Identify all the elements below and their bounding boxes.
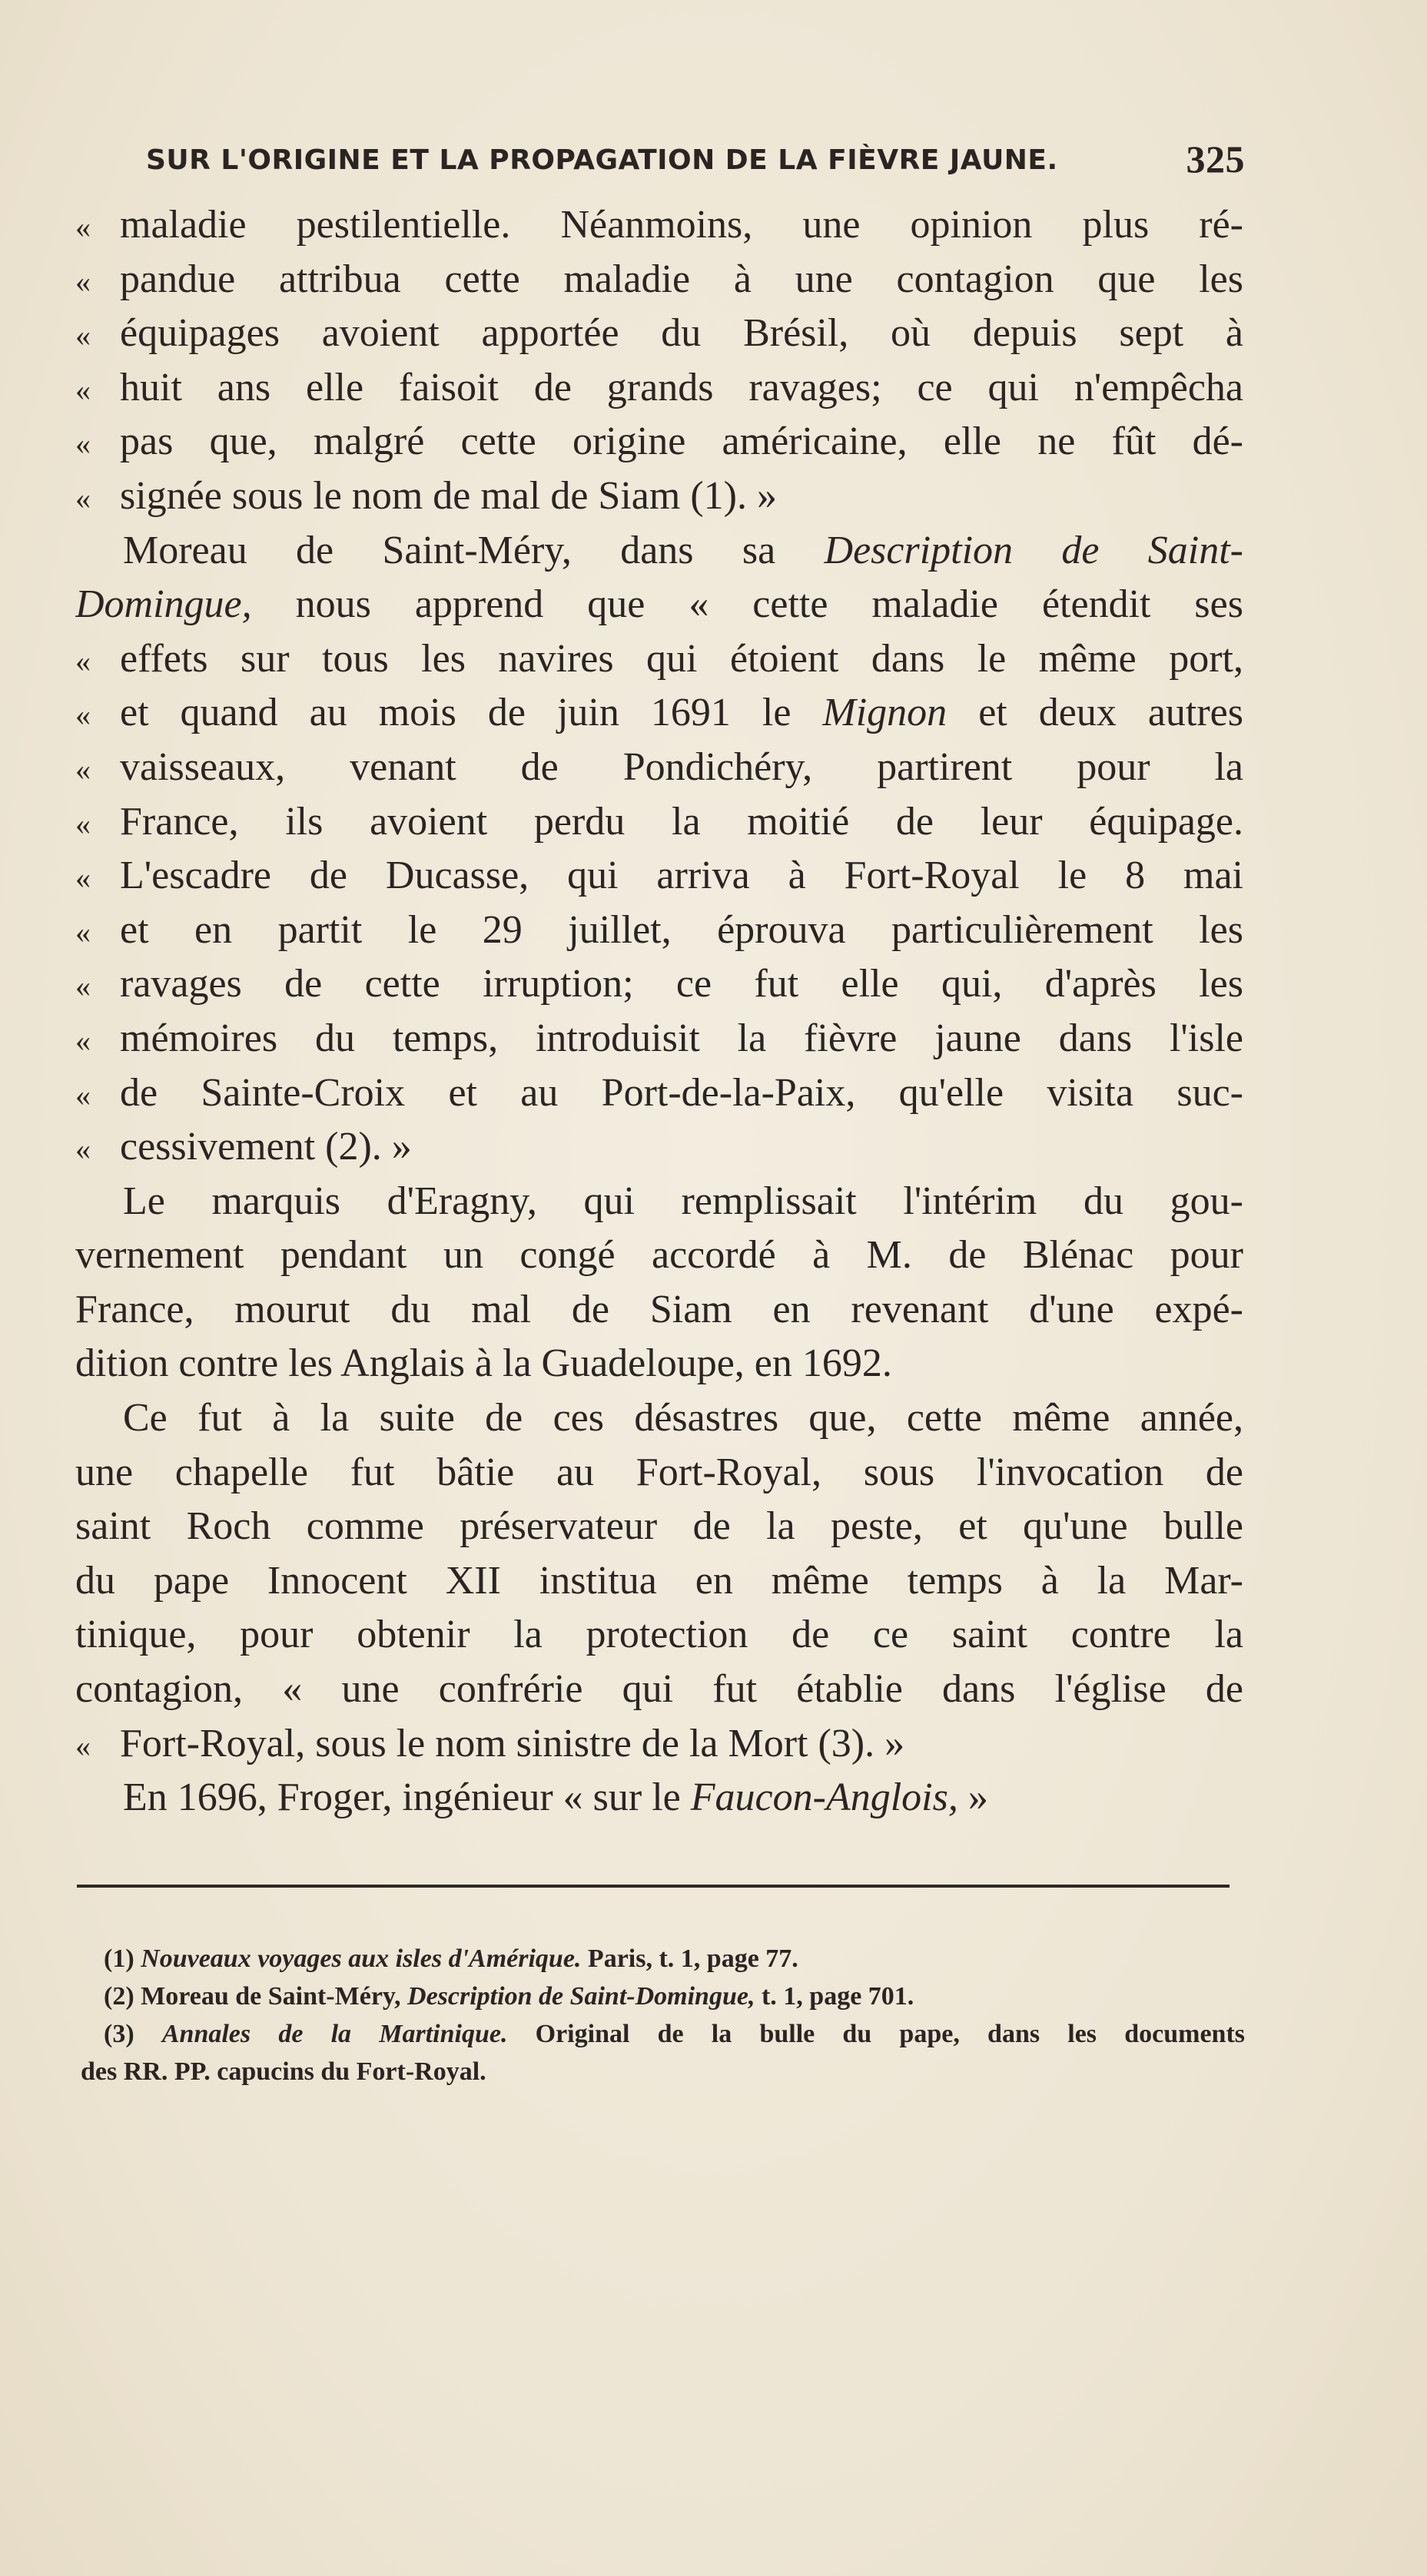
guillemet: «: [75, 914, 91, 950]
text-line: « huit ans elle faisoit de grands ravages; ce qui n'empêcha: [75, 361, 1243, 416]
italic-title: Domingue,: [75, 582, 252, 627]
body-text: [75, 198, 1243, 1825]
text-line: du pape Innocent XII institua en même temps à la Mar-: [75, 1558, 1243, 1603]
guillemet: «: [75, 372, 91, 407]
guillemet: «: [75, 1132, 91, 1167]
page-header: [146, 137, 1245, 183]
text-line: « maladie pestilentielle. Néanmoins, une opinion plus ré-: [75, 198, 1243, 253]
footnote-number: (3): [104, 2020, 134, 2048]
footnote-number: (2): [104, 1982, 134, 2011]
text-line: « France, ils avoient perdu la moitié de leur équipage.: [75, 795, 1243, 850]
text-line: Ce fut à la suite de ces désastres que, cette même année,: [123, 1396, 1243, 1441]
text-line: « et en partit le 29 juillet, éprouva particulièrement les: [75, 903, 1243, 958]
italic-ship-name: Faucon-Anglois,: [690, 1775, 958, 1820]
text-line: une chapelle fut bâtie au Fort-Royal, sous l'invocation de: [75, 1450, 1243, 1494]
guillemet: «: [75, 1077, 91, 1112]
guillemet: «: [75, 698, 91, 733]
footnote-number: (1): [104, 1944, 134, 1973]
guillemet: «: [75, 318, 91, 353]
text-line: « ravages de cette irruption; ce fut elle qui, d'après les: [75, 957, 1243, 1012]
text-line: « pandue attribua cette maladie à une contagion que les: [75, 253, 1243, 307]
footnote-2: (2) Moreau de Saint-Méry, Description de Saint-Domingue, t. 1, page 701.: [104, 1982, 914, 2011]
text-line: En 1696, Froger, ingénieur « sur le Faucon-Anglois, »: [123, 1775, 988, 1820]
guillemet: «: [75, 480, 91, 516]
guillemet: «: [75, 210, 91, 244]
text-line: Domingue, nous apprend que « cette maladie étendit ses: [75, 582, 1243, 627]
italic-title: Description de Saint-: [824, 528, 1243, 572]
text-line: vernement pendant un congé accordé à M. de Blénac pour: [75, 1233, 1243, 1278]
text-line: « vaisseaux, venant de Pondichéry, partirent pour la: [75, 741, 1243, 795]
text-line: Moreau de Saint-Méry, dans sa Description de Saint-: [123, 528, 1243, 572]
text-line: « et quand au mois de juin 1691 le Mignon et deux autres: [75, 686, 1243, 741]
page-number: 325: [1186, 138, 1245, 181]
text-line: dition contre les Anglais à la Guadeloupe, en 1692.: [75, 1341, 892, 1386]
footnote-3: (3) Annales de la Martinique. Original de la bulle du pape, dans les documents: [104, 2020, 1246, 2048]
text-line: « pas que, malgré cette origine américaine, elle ne fût dé-: [75, 415, 1243, 469]
text-line: « signée sous le nom de mal de Siam (1). »: [75, 469, 1243, 524]
text-line: « mémoires du temps, introduisit la fièvre jaune dans l'isle: [75, 1012, 1243, 1066]
text-line: Le marquis d'Eragny, qui remplissait l'intérim du gou-: [123, 1179, 1243, 1223]
guillemet: «: [75, 426, 91, 462]
guillemet: «: [75, 1728, 91, 1763]
footnotes: [81, 1940, 1245, 2090]
footnote-1: (1) Nouveaux voyages aux isles d'Amérique. Paris, t. 1, page 77.: [104, 1944, 798, 1973]
text-line: « L'escadre de Ducasse, qui arriva à Fort-Royal le 8 mai: [75, 849, 1243, 903]
text-line: « cessivement (2). »: [75, 1120, 1243, 1175]
footnote-3-continued: des RR. PP. capucins du Fort-Royal.: [81, 2057, 486, 2086]
text-line: contagion, « une confrérie qui fut établie dans l'église de: [75, 1667, 1243, 1712]
text-line: « équipages avoient apportée du Brésil, où depuis sept à: [75, 307, 1243, 361]
text-line: « de Sainte-Croix et au Port-de-la-Paix, qu'elle visita suc-: [75, 1066, 1243, 1121]
text-line: tinique, pour obtenir la protection de ce saint contre la: [75, 1613, 1243, 1657]
text-line: France, mourut du mal de Siam en revenant d'une expé-: [75, 1287, 1243, 1331]
text-line: « effets sur tous les navires qui étoient dans le même port,: [75, 632, 1243, 687]
guillemet: «: [75, 264, 91, 299]
guillemet: «: [75, 860, 91, 896]
text-line: « Fort-Royal, sous le nom sinistre de la Mort (3). »: [75, 1717, 1243, 1772]
text-line: saint Roch comme préservateur de la peste, et qu'une bulle: [75, 1504, 1243, 1549]
running-title: SUR L'ORIGINE ET LA PROPAGATION DE LA FIÈVRE JAUNE.: [146, 144, 1058, 176]
guillemet: «: [75, 969, 91, 1004]
guillemet: «: [75, 806, 91, 841]
guillemet: «: [75, 643, 91, 678]
footnote-rule: [77, 1885, 1230, 1888]
guillemet: «: [75, 751, 91, 787]
guillemet: «: [75, 1023, 91, 1058]
italic-ship-name: Mignon: [822, 691, 947, 735]
